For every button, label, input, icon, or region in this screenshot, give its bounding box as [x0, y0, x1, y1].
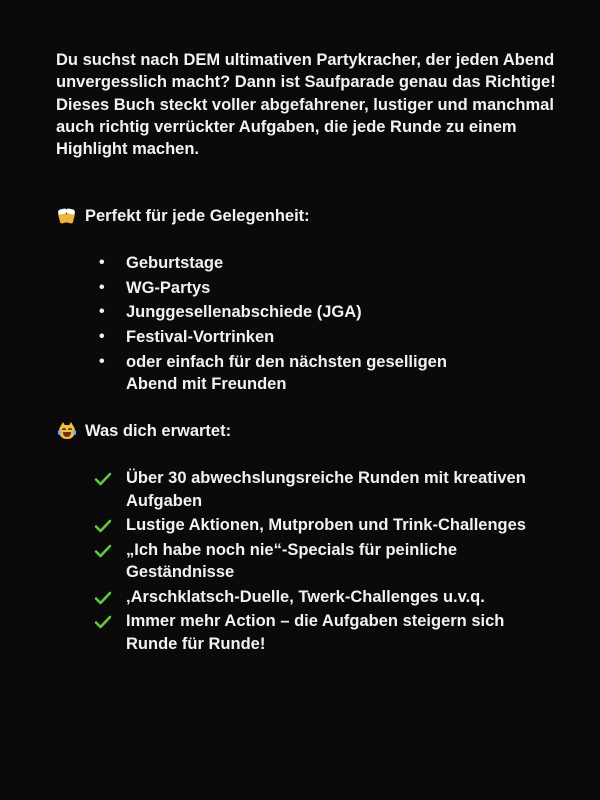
list-item: • Junggesellenabschiede (JGA): [0, 301, 486, 324]
beer-mugs-icon: [58, 207, 76, 225]
laughing-cat-icon: [58, 422, 76, 440]
check-mark-icon: [94, 614, 112, 630]
bullet-icon: •: [99, 303, 105, 321]
list-item: ‚Arschklatsch-Duelle, Twerk-Challenges u.v.q.: [0, 586, 526, 609]
list-item: Immer mehr Action – die Aufgaben steigern sich Runde für Runde!: [0, 610, 526, 655]
check-mark-icon: [94, 590, 112, 606]
occasions-heading: [58, 205, 310, 227]
intro-paragraph: Du suchst nach DEM ultimativen Partykracher, der jeden Abend unvergesslich macht? Dann ist Saufparade genau das Richtige! Dieses Buch steckt voller abgefahrener, lustiger und manchmal auch richtig verrückter Aufgaben, die jede Runde zu einem Highlight machen.: [56, 51, 556, 159]
occasions-heading-text: Perfekt für jede Gelegenheit:: [85, 207, 310, 225]
check-mark-icon: [94, 543, 112, 559]
list-item: • oder einfach für den nächsten geselligen Abend mit Freunden: [99, 352, 447, 394]
list-item: Über 30 abwechslungsreiche Runden mit kreativen Aufgaben: [0, 467, 526, 512]
list-item: Lustige Aktionen, Mutproben und Trink-Challenges: [0, 514, 526, 537]
expectations-heading-text: Was dich erwartet:: [85, 422, 232, 440]
bullet-icon: •: [99, 352, 105, 370]
list-item: • WG-Partys: [0, 277, 486, 300]
bullet-icon: •: [99, 328, 105, 346]
bullet-icon: •: [99, 278, 105, 296]
list-item: • Geburtstage: [0, 252, 486, 275]
expectations-heading: [58, 420, 231, 442]
check-mark-icon: [94, 471, 112, 487]
occasions-list: [0, 252, 600, 398]
bullet-icon: •: [99, 254, 105, 271]
check-mark-icon: [94, 518, 112, 534]
list-item: „Ich habe noch nie“-Specials für peinliche Geständnisse: [0, 539, 526, 584]
expectations-list: [0, 467, 600, 657]
list-item: • Festival-Vortrinken: [0, 326, 486, 349]
